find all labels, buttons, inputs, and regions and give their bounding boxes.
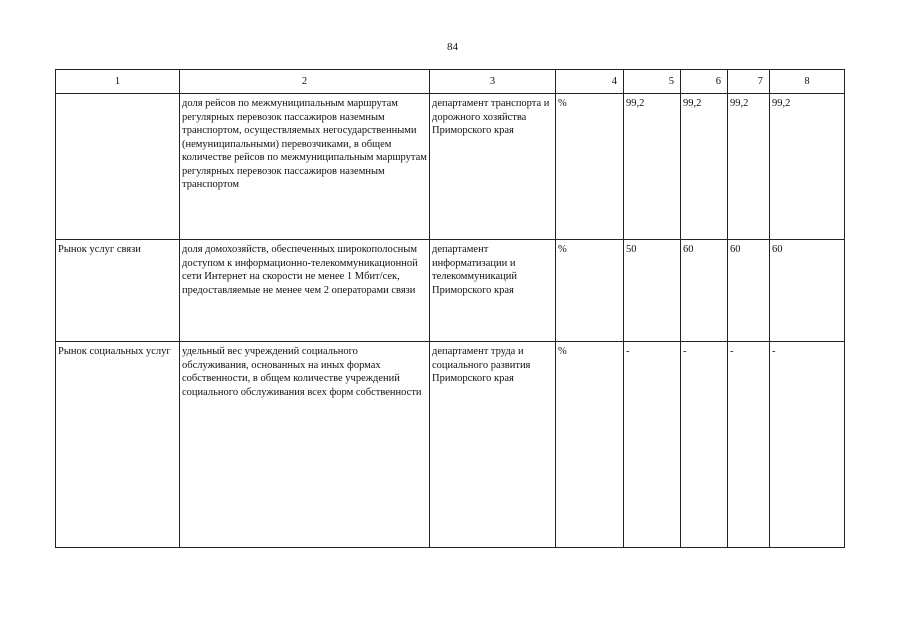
department-cell: департамент труда и социального развития Приморского края [430,342,556,548]
value-cell-5: 99,2 [624,94,681,240]
unit-cell: % [556,240,624,342]
department-cell: департамент транспорта и дорожного хозяйства Приморского края [430,94,556,240]
market-cell: Рынок социальных услуг [56,342,180,548]
header-col-5: 5 [624,70,681,94]
header-col-7: 7 [728,70,770,94]
header-col-2: 2 [180,70,430,94]
value-cell-8: 60 [770,240,845,342]
value-cell-6: 99,2 [681,94,728,240]
table-row [56,342,845,548]
table-row [56,94,845,240]
market-cell: Рынок услуг связи [56,240,180,342]
department-cell: департамент информатизации и телекоммуникаций Приморского края [430,240,556,342]
header-col-1: 1 [56,70,180,94]
indicator-cell: доля домохозяйств, обеспеченных широкополосным доступом к информационно-телекоммуникационной сети Интернет на скорости не менее 1 Мбит/сек, предоставляемые не менее чем 2 операторами связи [180,240,430,342]
value-cell-8: - [770,342,845,548]
indicator-cell: удельный вес учреждений социального обслуживания, основанных на иных формах собственности, в общем количестве учреждений социального обслуживания всех форм собственности [180,342,430,548]
value-cell-5: 50 [624,240,681,342]
value-cell-5: - [624,342,681,548]
market-cell [56,94,180,240]
header-col-6: 6 [681,70,728,94]
value-cell-7: 60 [728,240,770,342]
page-number: 84 [447,41,458,53]
indicator-cell: доля рейсов по межмуниципальным маршрутам регулярных перевозок пассажиров наземным транспортом, осуществляемых негосударственными (немуниципальными) перевозчиками, в общем количестве рейсов по межмуниципальным маршрутам регулярных перевозок пассажиров наземным транспортом [180,94,430,240]
unit-cell: % [556,342,624,548]
value-cell-6: - [681,342,728,548]
header-col-3: 3 [430,70,556,94]
indicators-table [55,69,845,548]
value-cell-7: 99,2 [728,94,770,240]
header-col-4: 4 [556,70,624,94]
value-cell-6: 60 [681,240,728,342]
table-header-row [56,70,845,94]
header-col-8: 8 [770,70,845,94]
unit-cell: % [556,94,624,240]
value-cell-8: 99,2 [770,94,845,240]
value-cell-7: - [728,342,770,548]
table-row [56,240,845,342]
